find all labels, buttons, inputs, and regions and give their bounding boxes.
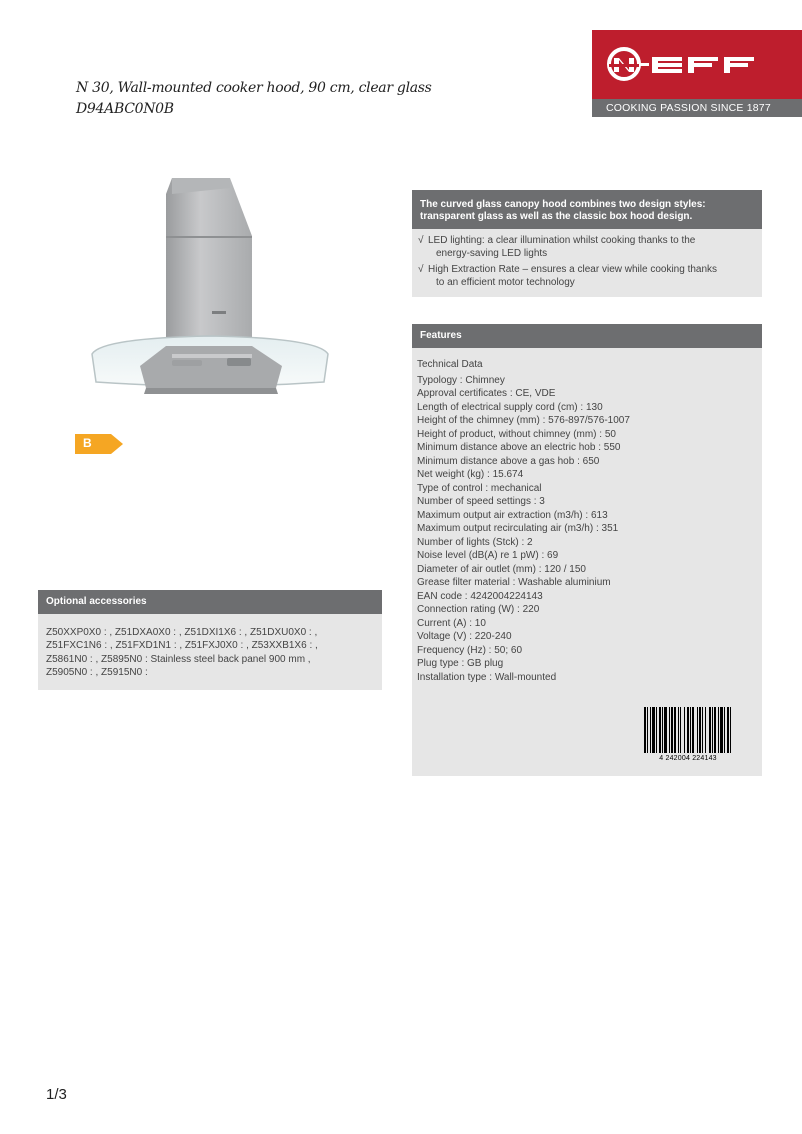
spec-row: Grease filter material : Washable aluminium <box>417 577 611 588</box>
accessories-list <box>38 614 382 680</box>
neff-logo-icon <box>592 30 802 99</box>
brand-logo <box>592 30 802 118</box>
intro-heading-line: The curved glass canopy hood combines two design styles: <box>420 199 706 210</box>
product-title <box>76 78 432 120</box>
spec-row: Number of speed settings : 3 <box>417 496 545 507</box>
technical-data <box>412 348 762 684</box>
product-model: D94ABC0N0B <box>76 101 174 117</box>
product-title-line: N 30, Wall-mounted cooker hood, 90 cm, clear glass <box>76 80 432 96</box>
check-icon: √ <box>418 235 424 246</box>
accessories-line: Z51FXC1N6 : , Z51FXD1N1 : , Z51FXJ0X0 : , Z53XXB1X6 : , <box>46 640 318 652</box>
spec-row: Installation type : Wall-mounted <box>417 671 557 683</box>
spec-row: Net weight (kg) : 15.674 <box>417 469 524 480</box>
spec-row: Noise level (dB(A) re 1 pW) : 69 <box>417 550 559 561</box>
product-image <box>62 176 342 406</box>
bullet-line: LED lighting: a clear illumination whilst cooking thanks to the <box>428 235 696 246</box>
intro-bullets <box>412 229 762 289</box>
accessories-line: Z5905N0 : , Z5915N0 : <box>46 667 148 679</box>
spec-row: Minimum distance above a gas hob : 650 <box>417 455 600 467</box>
spec-row: Length of electrical supply cord (cm) : 130 <box>417 401 603 413</box>
spec-row: Current (A) : 10 <box>417 617 486 629</box>
barcode-icon <box>640 707 736 755</box>
technical-data-heading: Technical Data <box>417 359 483 370</box>
page-number: 1/3 <box>46 1086 67 1103</box>
bullet-line: to an efficient motor technology <box>436 276 575 288</box>
cooker-hood-illustration <box>62 176 342 406</box>
spec-row: Typology : Chimney <box>417 374 505 386</box>
spec-row: Maximum output recirculating air (m3/h) : 351 <box>417 523 619 534</box>
spec-row: Frequency (Hz) : 50; 60 <box>417 644 523 656</box>
intro-panel <box>412 190 762 297</box>
list-item <box>418 264 754 289</box>
features-title: Features <box>412 324 762 348</box>
accessories-panel <box>38 590 382 690</box>
spec-row: Diameter of air outlet (mm) : 120 / 150 <box>417 563 586 575</box>
accessories-line: Z5861N0 : , Z5895N0 : Stainless steel back panel 900 mm , <box>46 653 311 665</box>
brand-logo-block <box>592 30 802 99</box>
energy-class: B <box>83 436 92 450</box>
intro-heading-line: transparent glass as well as the classic box hood design. <box>420 211 693 222</box>
spec-row: Voltage (V) : 220-240 <box>417 631 512 642</box>
accessories-line: Z50XXP0X0 : , Z51DXA0X0 : , Z51DXI1X6 : , Z51DXU0X0 : , <box>46 627 318 638</box>
bullet-line: energy-saving LED lights <box>436 247 548 259</box>
intro-heading <box>412 190 762 229</box>
ean-barcode <box>640 707 736 765</box>
spec-row: Height of product, without chimney (mm) : 50 <box>417 428 616 440</box>
list-item <box>418 235 754 260</box>
spec-row: Number of lights (Stck) : 2 <box>417 536 533 548</box>
bullet-line: High Extraction Rate – ensures a clear view while cooking thanks <box>428 264 718 275</box>
barcode-digits: 4 242004 224143 <box>659 755 717 762</box>
brand-tagline: COOKING PASSION SINCE 1877 <box>592 99 802 117</box>
check-icon: √ <box>418 264 424 275</box>
spec-row: Maximum output air extraction (m3/h) : 613 <box>417 509 608 521</box>
spec-row: Minimum distance above an electric hob : 550 <box>417 442 621 453</box>
spec-row: Approval certificates : CE, VDE <box>417 388 556 399</box>
spec-row: Connection rating (W) : 220 <box>417 604 540 615</box>
energy-class-badge <box>75 434 123 454</box>
spec-row: Plug type : GB plug <box>417 658 504 669</box>
spec-row: Type of control : mechanical <box>417 482 542 494</box>
spec-row: EAN code : 4242004224143 <box>417 590 543 602</box>
accessories-title: Optional accessories <box>38 590 382 614</box>
spec-row: Height of the chimney (mm) : 576-897/576-1007 <box>417 415 630 426</box>
